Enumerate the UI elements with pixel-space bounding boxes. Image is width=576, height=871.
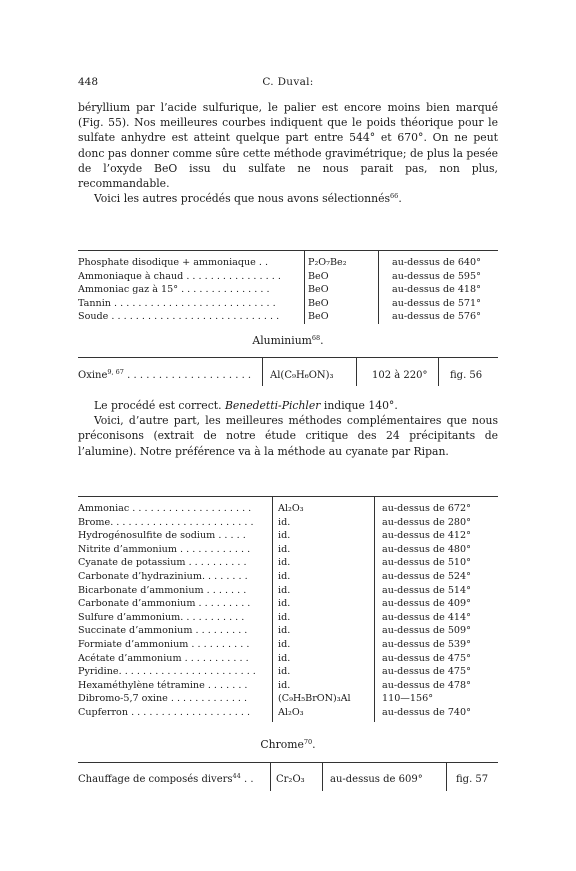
temperature-cell: au-dessus de 478° [382, 679, 471, 691]
table-row [78, 529, 498, 543]
temperature-cell: au-dessus de 475° [382, 652, 471, 664]
table-row [78, 638, 498, 652]
temperature-cell: au-dessus de 280° [382, 516, 471, 528]
footnote-ref-44: 44 [232, 772, 241, 780]
leader-dots: . . . . . . . [203, 584, 247, 596]
table-row [78, 556, 498, 570]
aluminium-paragraph-1-start: Le procédé est correct. [94, 399, 225, 412]
column-divider [378, 250, 379, 324]
method-name: Soude [78, 311, 109, 323]
method-name: Carbonate d’ammonium [78, 598, 196, 610]
footnote-ref-66: 66 [390, 192, 399, 201]
method-cell [78, 297, 300, 311]
method-name: Ammoniac [78, 503, 130, 514]
product-cell: id. [278, 666, 291, 678]
product-cell: Al₂O₃ [278, 503, 304, 514]
method-cell [78, 270, 300, 284]
method-cell [78, 611, 270, 625]
temperature-cell: au-dessus de 475° [382, 666, 471, 678]
table-row [78, 624, 498, 638]
chrome-product: Cr₂O₃ [276, 774, 305, 785]
method-name: Hexaméthylène tétramine [78, 679, 205, 691]
aluminium-paragraph-1-end: indique 140°. [320, 399, 398, 412]
column-divider [322, 763, 323, 791]
table-row [78, 256, 498, 270]
intro-paragraph-2-end: . [398, 192, 402, 206]
temperature-cell: au-dessus de 509° [382, 625, 471, 637]
product-cell: Al₂O₃ [278, 706, 304, 718]
method-cell [78, 556, 270, 570]
method-cell [78, 679, 270, 693]
aluminium-title-text: Aluminium [252, 334, 312, 347]
intro-text [78, 100, 498, 206]
product-cell: id. [278, 584, 291, 596]
method-cell [78, 502, 270, 516]
method-cell [78, 692, 270, 706]
method-name: Formiate d’ammonium [78, 638, 189, 650]
method-cell [78, 256, 300, 270]
method-cell [78, 529, 270, 543]
table-row [78, 502, 498, 516]
method-cell [78, 706, 270, 720]
table-row [78, 584, 498, 598]
aluminium-methods-table [78, 502, 498, 720]
oxine-temperature: 102 à 220° [372, 370, 428, 381]
column-divider [356, 358, 357, 386]
temperature-cell: au-dessus de 740° [382, 706, 471, 718]
chrome-dots: . . [240, 774, 254, 785]
leader-dots: . . . . . . . . . . . . . . . [178, 284, 270, 296]
chrome-title-text: Chrome [260, 738, 304, 751]
table-top-rule [78, 250, 498, 251]
table-row [78, 665, 498, 679]
aluminium-row-top-rule [78, 357, 498, 358]
method-cell [78, 570, 270, 584]
chrome-temperature: au-dessus de 609° [330, 774, 423, 785]
temperature-cell: au-dessus de 514° [382, 584, 471, 596]
aluminium-text [78, 398, 498, 459]
method-cell [78, 516, 270, 530]
method-name: Cupferron [78, 706, 129, 718]
oxine-figure-ref: fig. 56 [450, 370, 483, 381]
method-name: Hydrogénosulfite de sodium [78, 530, 216, 542]
chrome-row-top-rule [78, 762, 498, 763]
aluminium-paragraph-2: Voici, d’autre part, les meilleures méthodes complémentaires que nous préconisons (extrait de notre étude critique des 24 précipitants de l’alumine). Notre préférence va à la méthode au cyanate par Ripan. [78, 414, 498, 458]
temperature-cell: au-dessus de 524° [382, 570, 471, 582]
leader-dots: . . . . . . . . . . [188, 638, 250, 650]
method-cell [78, 638, 270, 652]
temperature-cell: au-dessus de 672° [382, 503, 471, 514]
leader-dots: . . [255, 257, 269, 268]
leader-dots: . . . . . . . . . . . . . . . . [183, 270, 281, 282]
table-top-rule [78, 496, 498, 497]
column-divider [438, 358, 439, 386]
temperature-cell: au-dessus de 576° [392, 311, 481, 323]
table-row [78, 270, 498, 284]
table-row [78, 652, 498, 666]
oxine-product: Al(C₉H₆ON)₃ [270, 370, 334, 381]
leader-dots: . . . . . [215, 530, 246, 542]
temperature-cell: au-dessus de 510° [382, 557, 471, 569]
aluminium-title-end: . [320, 334, 324, 347]
product-cell: id. [278, 638, 291, 650]
table-row [78, 283, 498, 297]
section-title-aluminium [78, 334, 498, 347]
method-name: Ammoniaque à chaud [78, 270, 184, 282]
leader-dots: . . . . . . . . . . . [181, 652, 249, 664]
leader-dots: . . . . . . . . . . . . . . . . . . . . . . . . [110, 516, 254, 528]
temperature-cell: au-dessus de 418° [392, 284, 481, 296]
product-cell: (C₉H₅BrON)₃Al [278, 693, 351, 705]
method-cell [78, 597, 270, 611]
column-divider [374, 496, 375, 722]
beryllium-methods-table [78, 256, 498, 324]
table-row [78, 611, 498, 625]
product-cell: BeO [308, 284, 329, 296]
aluminium-paragraph-1 [78, 398, 498, 413]
method-name: Carbonate d’hydrazinium [78, 570, 202, 582]
running-head: C. Duval: [262, 76, 314, 88]
oxine-dots: . . . . . . . . . . . . . . . . . . . . [123, 370, 252, 381]
leader-dots: . . . . . . . [204, 679, 248, 691]
method-name: Pyridine [78, 666, 119, 678]
method-name: Cyanate de potassium [78, 557, 186, 569]
leader-dots: . . . . . . . . . [195, 598, 251, 610]
table-row [78, 310, 498, 324]
temperature-cell: au-dessus de 595° [392, 270, 481, 282]
product-cell: id. [278, 611, 291, 623]
product-cell: BeO [308, 270, 329, 282]
leader-dots: . . . . . . . . . . . . . . . . . . . . [129, 503, 252, 514]
method-name: Brome [78, 516, 111, 528]
temperature-cell: au-dessus de 571° [392, 297, 481, 309]
footnote-ref-70: 70 [303, 738, 313, 746]
method-name: Dibromo-5,7 oxine [78, 693, 168, 705]
method-name: Phosphate disodique + ammoniaque [78, 257, 256, 268]
chrome-title-end: . [312, 738, 316, 751]
product-cell: id. [278, 625, 291, 637]
table-row [78, 679, 498, 693]
leader-dots: . . . . . . . . . . [185, 557, 247, 569]
method-cell [78, 665, 270, 679]
method-cell [78, 543, 270, 557]
method-name: Sulfure d’ammonium [78, 611, 181, 623]
column-divider [304, 250, 305, 324]
product-cell: id. [278, 598, 291, 610]
method-cell [78, 652, 270, 666]
method-name: Bicarbonate d’ammonium [78, 584, 204, 596]
product-cell: id. [278, 516, 291, 528]
leader-dots: . . . . . . . . . . . . . . . . . . . . . . . . . . . [110, 297, 276, 309]
temperature-cell: au-dessus de 414° [382, 611, 471, 623]
temperature-cell: au-dessus de 480° [382, 543, 471, 555]
column-divider [262, 358, 263, 386]
product-cell: id. [278, 652, 291, 664]
method-name: Nitrite d’ammonium [78, 543, 177, 555]
table-row [78, 543, 498, 557]
leader-dots: . . . . . . . . . . . . [176, 543, 251, 555]
oxine-method-text: Oxine [78, 370, 108, 381]
author-name: Benedetti-Pichler [224, 399, 321, 412]
chrome-method-text: Chauffage de composés divers [78, 774, 233, 785]
column-divider [272, 496, 273, 722]
intro-paragraph-2-text: Voici les autres procédés que nous avons sélectionnés [94, 192, 391, 206]
section-title-chrome [78, 738, 498, 751]
table-row [78, 597, 498, 611]
product-cell: P₂O₇Be₂ [308, 257, 347, 268]
table-row [78, 692, 498, 706]
leader-dots: . . . . . . . . . . . . . . . . . . . . . . . . . . . . [108, 311, 280, 323]
leader-dots: . . . . . . . . . . . . . . . . . . . . [128, 706, 251, 718]
method-name: Ammoniac gaz à 15° [78, 284, 179, 296]
page-number: 448 [78, 76, 99, 88]
temperature-cell: au-dessus de 640° [392, 257, 481, 268]
product-cell: id. [278, 543, 291, 555]
leader-dots: . . . . . . . . [201, 570, 248, 582]
product-cell: id. [278, 570, 291, 582]
column-divider [270, 763, 271, 791]
oxine-method [78, 368, 251, 384]
product-cell: BeO [308, 297, 329, 309]
method-cell [78, 310, 300, 324]
method-cell [78, 584, 270, 598]
intro-paragraph-1: béryllium par l’acide sulfurique, le palier est encore moins bien marqué (Fig. 55). Nos meilleures courbes indiquent que le poids théorique pour le sulfate anhydre est atteint quelque part entre 544° et 670°. On ne peut donc pas donner comme sûre cette méthode gravimétrique; de plus la pesée de l’oxyde BeO issu du sulfate ne nous parait pas, non plus, recommandable. [78, 101, 498, 191]
temperature-cell: au-dessus de 412° [382, 530, 471, 542]
temperature-cell: au-dessus de 409° [382, 598, 471, 610]
page-header [78, 76, 498, 90]
method-name: Acétate d’ammonium [78, 652, 182, 664]
product-cell: id. [278, 557, 291, 569]
leader-dots: . . . . . . . . . . . . . . . . . . . . . . . [118, 666, 256, 678]
column-divider [446, 763, 447, 791]
leader-dots: . . . . . . . . . . . [180, 611, 245, 623]
table-row [78, 706, 498, 720]
method-name: Succinate d’ammonium [78, 625, 193, 637]
footnote-ref-68: 68 [311, 334, 321, 342]
aluminium-oxine-row [78, 368, 498, 384]
intro-paragraph-2 [78, 191, 498, 206]
chrome-method [78, 772, 254, 788]
temperature-cell: 110—156° [382, 693, 434, 705]
chrome-row [78, 772, 498, 788]
temperature-cell: au-dessus de 539° [382, 638, 471, 650]
footnote-ref-9-67: 9, 67 [107, 368, 124, 376]
leader-dots: . . . . . . . . . [192, 625, 248, 637]
table-row [78, 297, 498, 311]
table-row [78, 570, 498, 584]
product-cell: BeO [308, 311, 329, 323]
table-row [78, 516, 498, 530]
method-cell [78, 624, 270, 638]
leader-dots: . . . . . . . . . . . . . [167, 693, 248, 705]
chrome-figure-ref: fig. 57 [456, 774, 489, 785]
product-cell: id. [278, 530, 291, 542]
product-cell: id. [278, 679, 291, 691]
method-name: Tannin [78, 297, 111, 309]
method-cell [78, 283, 300, 297]
